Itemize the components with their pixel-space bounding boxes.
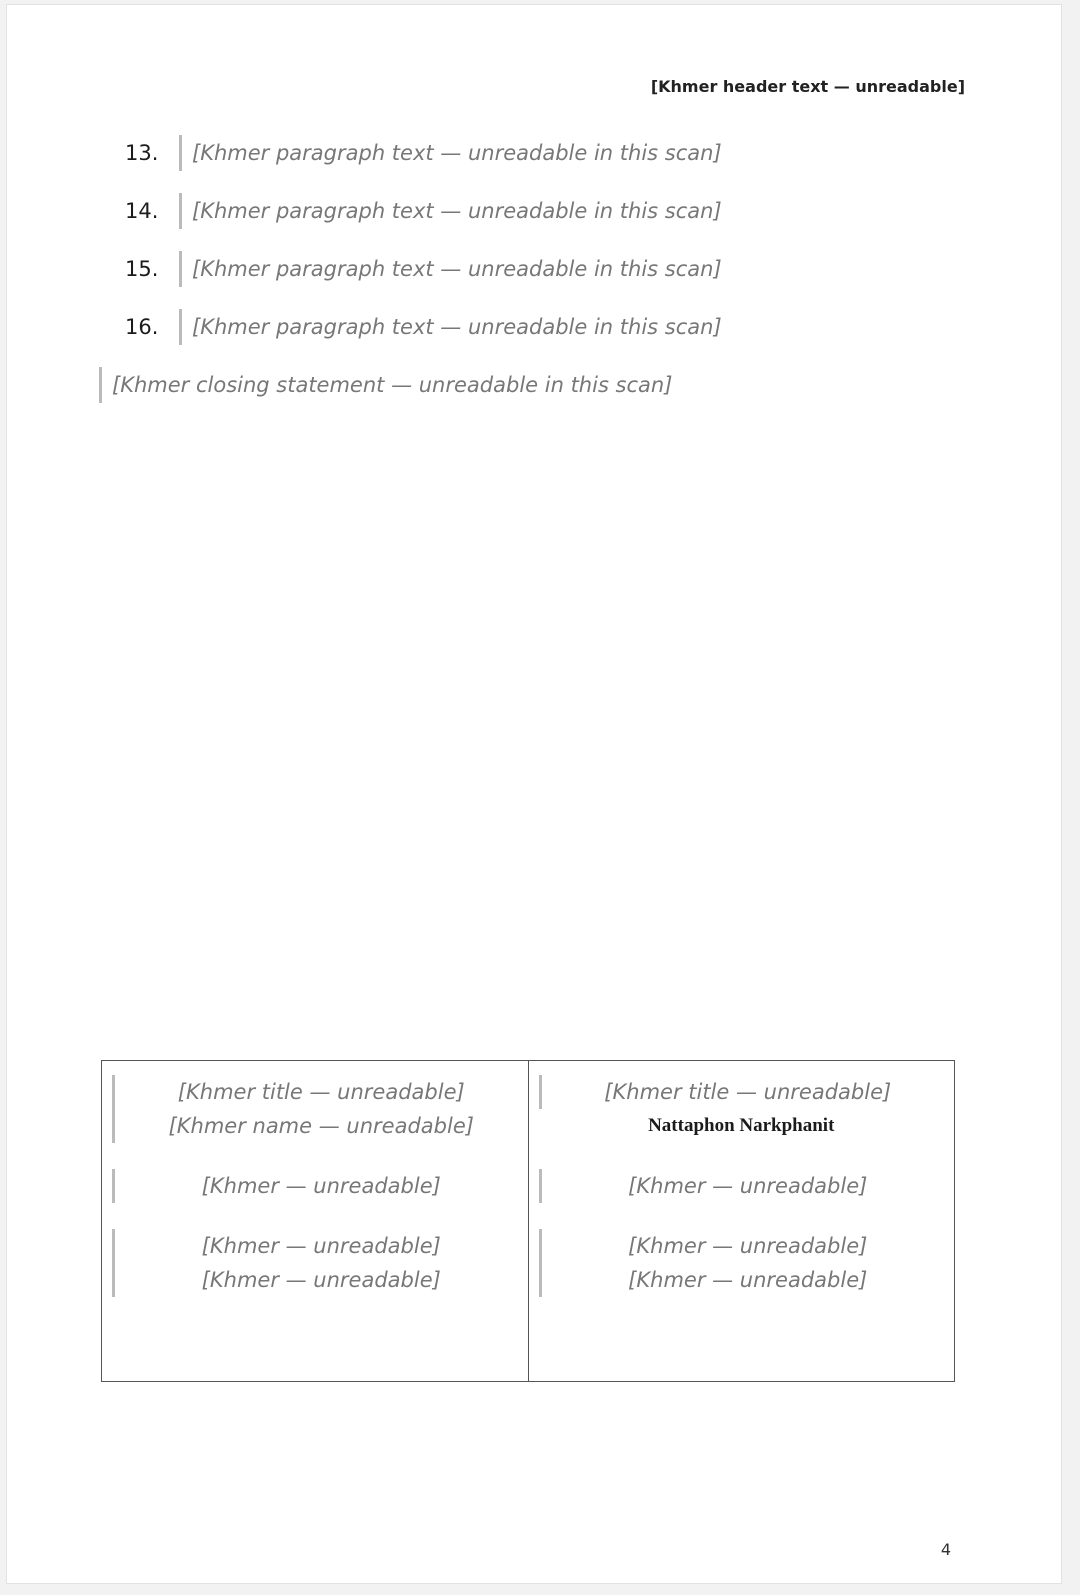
header-note: [Khmer header text — unreadable] [650,77,965,96]
signature-block-left [102,1061,529,1382]
signatory-role-line2: [Khmer — unreadable] [112,1263,518,1297]
signatory-role-line1: [Khmer — unreadable] [112,1229,518,1263]
paragraph-number: 13. [125,141,159,165]
paragraph-13 [125,135,953,171]
paragraph-number: 15. [125,257,159,281]
signature-block-right [528,1061,955,1382]
signatory-role-line2: [Khmer — unreadable] [539,1263,945,1297]
paragraph-text: [Khmer paragraph text — unreadable in this scan] [179,193,953,229]
paragraph-text: [Khmer paragraph text — unreadable in this scan] [179,251,953,287]
signed-label: [Khmer — unreadable] [112,1169,518,1203]
paragraph-number: 14. [125,199,159,223]
signed-label: [Khmer — unreadable] [539,1169,945,1203]
signatory-title: [Khmer title — unreadable] [539,1075,945,1109]
paragraph-text: [Khmer paragraph text — unreadable in this scan] [179,309,953,345]
signatory-name: [Khmer name — unreadable] [112,1109,518,1143]
paragraph-15 [125,251,953,287]
document-page [6,4,1062,1584]
paragraph-14 [125,193,953,229]
page-number: 4 [940,1540,951,1559]
signatory-name: Nattaphon Narkphanit [648,1115,835,1136]
paragraph-text: [Khmer paragraph text — unreadable in this scan] [179,135,953,171]
document-body [112,135,953,403]
paragraph-number: 16. [125,315,159,339]
closing-statement: [Khmer closing statement — unreadable in this scan] [99,367,953,403]
signatory-role-line1: [Khmer — unreadable] [539,1229,945,1263]
signature-table [101,1060,955,1382]
paragraph-16 [125,309,953,345]
signatory-title: [Khmer title — unreadable] [112,1075,518,1109]
